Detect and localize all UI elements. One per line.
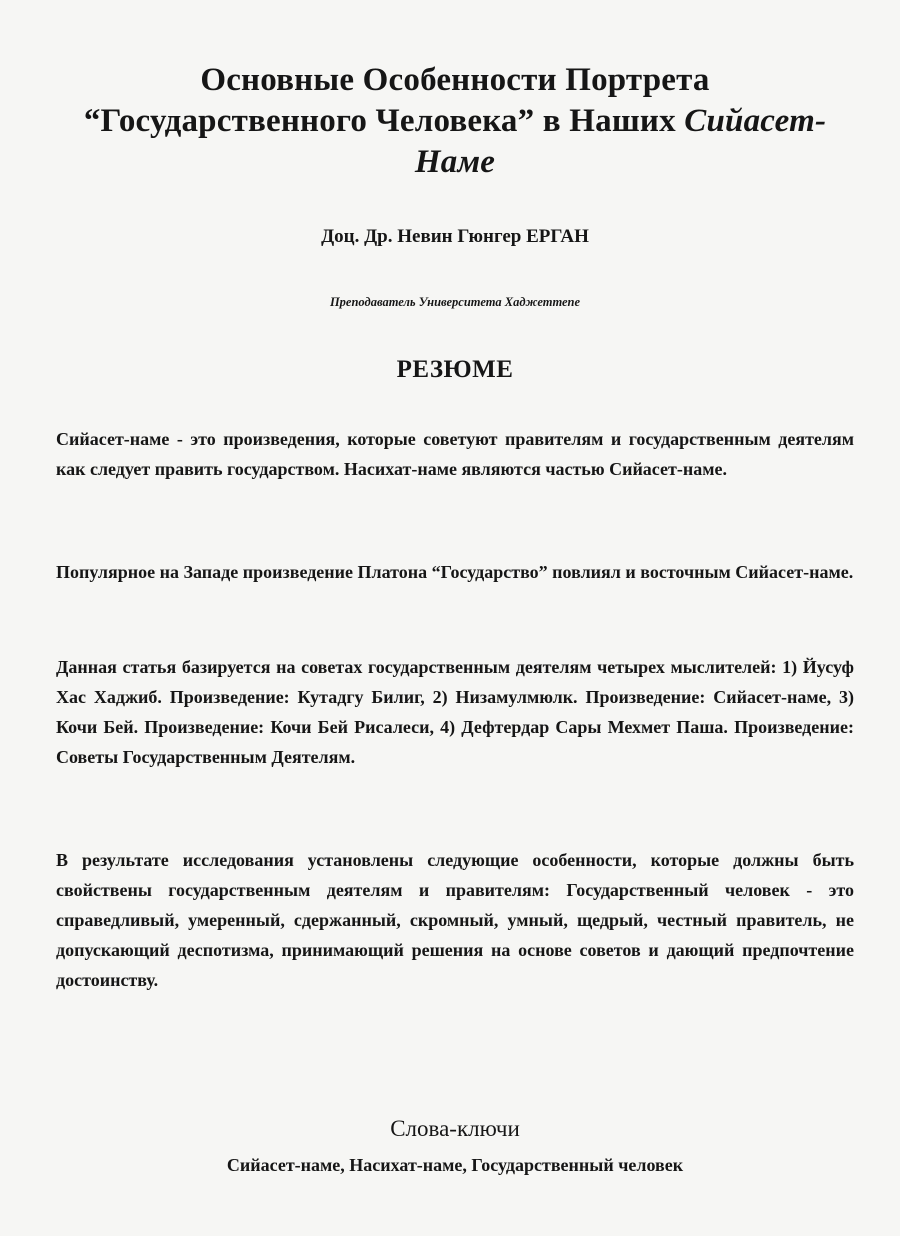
abstract-heading: РЕЗЮМЕ (396, 356, 514, 383)
abstract-paragraph: В результате исследования установлены следующие особенности, которые должны быть свойствены государственным деятелям и правителям: Государственный человек - это справедливый, умеренный, сдержанный, скромный, умный, щедрый, честный правитель, не допускающий деспотизма, принимающий решения на основе советов и дающий предпочтение достоинству. (56, 850, 854, 990)
keywords-list: Сийасет-наме, Насихат-наме, Государственный человек (226, 1155, 684, 1175)
abstract-paragraph: Популярное на Западе произведение Платона “Государство” повлиял и восточным Сийасет-наме. (56, 562, 854, 582)
author-affiliation: Преподаватель Университета Хаджеттепе (329, 295, 581, 309)
title-line-2 (60, 101, 850, 183)
title-italic-part: Сийасет-Наме (414, 103, 827, 180)
title-regular-part: “Государственного Человека” в Наших (83, 103, 676, 139)
title-line-1: Основные Особенности Портрета (200, 62, 710, 98)
abstract-paragraph: Сийасет-наме - это произведения, которые советуют правителям и государственным деятелям как следует править государством. Насихат-наме являются частью Сийасет-наме. (56, 429, 854, 479)
article-title (60, 60, 850, 183)
abstract-paragraph: Данная статья базируется на советах государственным деятелям четырех мыслителей: 1) Йусуф Хас Хаджиб. Произведение: Кутадгу Билиг, 2) Низамулмюлк. Произведение: Сийасет-наме, 3) Кочи Бей. Произведение: Кочи Бей Рисалеси, 4) Дефтердар Сары Мехмет Паша. Произведение: Советы Государственным Деятелям. (56, 657, 854, 767)
keywords-heading: Слова-ключи (390, 1116, 520, 1141)
author-name: Доц. Др. Невин Гюнгер ЕРГАН (321, 226, 589, 247)
